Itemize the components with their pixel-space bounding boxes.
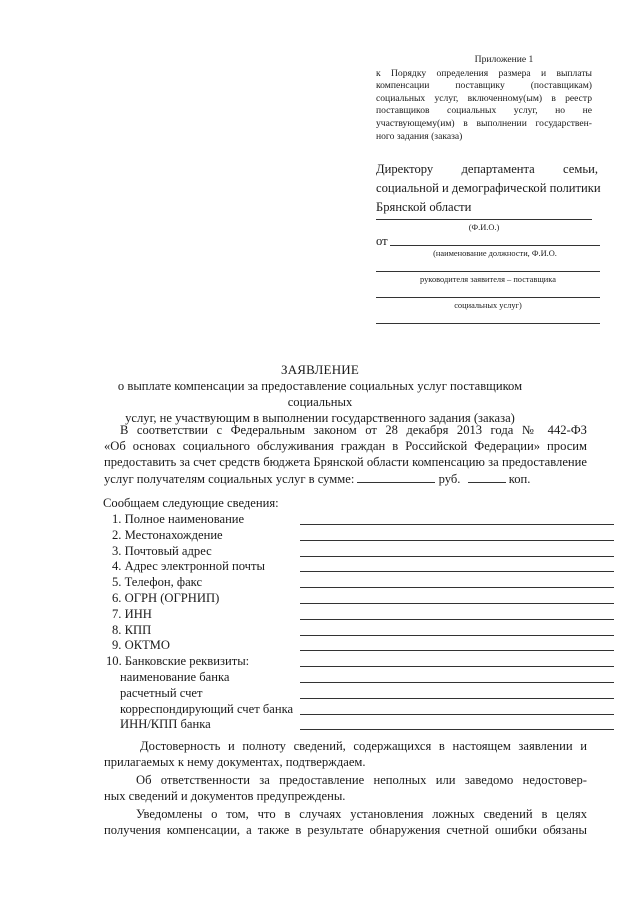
subtitle-line: о выплате компенсации за предоставление социальных услуг поставщиком социальных xyxy=(117,379,523,409)
bank-item xyxy=(104,686,614,702)
from-field-line[interactable] xyxy=(390,245,600,246)
responsibility-paragraph xyxy=(104,772,587,804)
list-item xyxy=(104,544,614,560)
addressee-line: Брянской области xyxy=(376,200,472,214)
extra-field-line[interactable] xyxy=(376,323,600,324)
request-line: «Об основах социального обслуживания граждан в Российской Федерации» просим xyxy=(104,439,587,454)
bank-field-line[interactable] xyxy=(300,682,614,683)
bank-item xyxy=(104,702,614,718)
item-field-line[interactable] xyxy=(300,635,614,636)
item-label: 5. Телефон, факс xyxy=(112,575,203,590)
info-intro: Сообщаем следующие сведения: xyxy=(103,496,279,510)
list-item xyxy=(104,512,614,528)
from-label: от xyxy=(376,234,388,248)
request-line: В соответствии с Федеральным законом от 28 декабря 2013 года № 442-ФЗ xyxy=(120,423,587,437)
addressee-line: Директору департамента семьи, xyxy=(376,162,598,176)
statement-subtitle xyxy=(90,378,550,426)
bank-item-label: ИНН/КПП банка xyxy=(120,717,211,732)
list-item xyxy=(104,591,614,607)
bank-item-label: корреспондирующий счет банка xyxy=(120,701,294,716)
item-label: 9. ОКТМО xyxy=(112,638,170,653)
item-field-line[interactable] xyxy=(300,587,614,588)
head-caption: руководителя заявителя – поставщика xyxy=(420,275,556,284)
info-list xyxy=(104,512,614,733)
list-item xyxy=(104,528,614,544)
services-caption: социальных услуг) xyxy=(454,301,522,310)
request-paragraph xyxy=(104,422,587,487)
appendix-line: участвующему(им) в выполнении государствен- xyxy=(376,117,592,129)
fio-field-line[interactable] xyxy=(376,219,592,220)
bank-item xyxy=(104,670,614,686)
appendix-line: ного задания (заказа) xyxy=(376,130,463,142)
list-item xyxy=(104,623,614,639)
kop-amount-field[interactable] xyxy=(468,472,506,483)
list-item xyxy=(104,575,614,591)
closing-line: прилагаемых к нему документах, подтверждаем. xyxy=(104,755,366,769)
item-label: 3. Почтовый адрес xyxy=(112,543,212,558)
list-item xyxy=(104,638,614,654)
notification-paragraph xyxy=(104,806,587,838)
item-label: 8. КПП xyxy=(112,622,152,637)
closing-line: Об ответственности за предоставление неполных или заведомо недостовер- xyxy=(136,773,587,787)
bank-field-line[interactable] xyxy=(300,698,614,699)
services-field-line[interactable] xyxy=(376,297,600,298)
closing-line: получения компенсации, а также в результате обнаружения счетной ошибки обязаны xyxy=(104,823,587,837)
statement-title: ЗАЯВЛЕНИЕ xyxy=(280,362,360,377)
appendix-title: Приложение 1 xyxy=(474,54,534,65)
appendix-line: компенсации поставщику (поставщикам) xyxy=(376,80,592,92)
kop-label: коп. xyxy=(508,471,531,486)
item-label: 10. Банковские реквизиты: xyxy=(106,654,250,669)
item-label: 7. ИНН xyxy=(112,606,152,621)
rub-amount-field[interactable] xyxy=(357,472,435,483)
appendix-line: к Порядку определения размера и выплаты xyxy=(376,67,592,79)
item-field-line[interactable] xyxy=(300,603,614,604)
appendix-line: поставщиков социальных услуг, но не xyxy=(376,105,592,117)
item-field-line[interactable] xyxy=(300,556,614,557)
list-item xyxy=(104,607,614,623)
item-label: 6. ОГРН (ОГРНИП) xyxy=(112,590,220,605)
amount-prefix: услуг получателям социальных услуг в сумме: xyxy=(104,471,355,486)
list-item xyxy=(104,654,614,670)
rub-label: руб. xyxy=(438,471,461,486)
bank-item xyxy=(104,717,614,733)
bank-item-label: расчетный счет xyxy=(120,685,203,700)
item-field-line[interactable] xyxy=(300,666,614,667)
bank-field-line[interactable] xyxy=(300,729,614,730)
appendix-line: социальных услуг, включенному(ым) в реестр xyxy=(376,92,592,104)
addressee-line: социальной и демографической политики xyxy=(376,181,601,195)
item-field-line[interactable] xyxy=(300,619,614,620)
closing-line: ных сведений и документов предупреждены. xyxy=(104,789,346,803)
addressee-block xyxy=(376,160,601,217)
head-field-line[interactable] xyxy=(376,271,600,272)
item-label: 4. Адрес электронной почты xyxy=(112,559,265,574)
position-caption: (наименование должности, Ф.И.О. xyxy=(433,249,557,258)
list-item xyxy=(104,559,614,575)
bank-item-label: наименование банка xyxy=(120,669,230,684)
item-label: 1. Полное наименование xyxy=(112,512,245,526)
item-field-line[interactable] xyxy=(300,524,614,525)
reliability-paragraph xyxy=(104,738,587,770)
closing-line: Достоверность и полноту сведений, содержащихся в настоящем заявлении и xyxy=(140,739,587,753)
request-line: предоставить за счет средств бюджета Брянской области компенсацию за предоставление xyxy=(104,455,587,470)
item-field-line[interactable] xyxy=(300,571,614,572)
item-field-line[interactable] xyxy=(300,540,614,541)
item-field-line[interactable] xyxy=(300,650,614,651)
fio-caption: (Ф.И.О.) xyxy=(468,223,500,232)
bank-field-line[interactable] xyxy=(300,714,614,715)
subtitle-line: услуг, не участвующим в выполнении государственного задания (заказа) xyxy=(125,411,515,425)
amount-line xyxy=(104,471,587,487)
item-label: 2. Местонахождение xyxy=(112,527,223,542)
appendix-block xyxy=(376,54,592,143)
closing-line: Уведомлены о том, что в случаях установления ложных сведений в целях xyxy=(136,807,587,821)
